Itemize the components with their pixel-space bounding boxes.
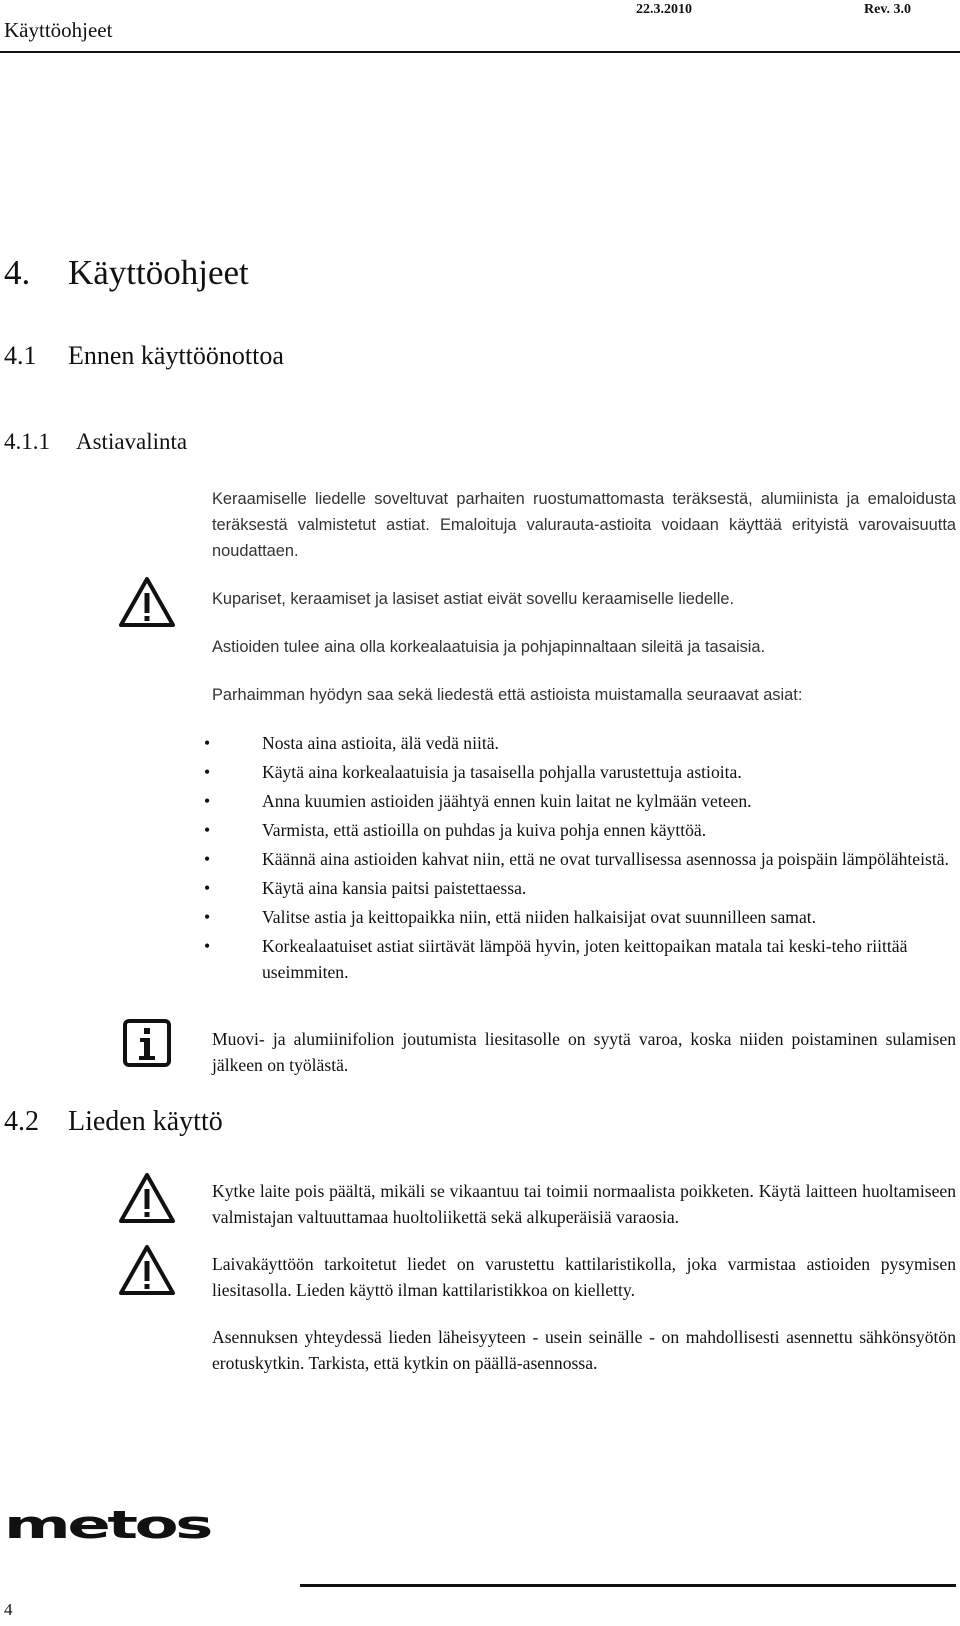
subsubsection-heading <box>4 429 187 455</box>
list-item: • Käytä aina kansia paitsi paistettaessa. <box>204 875 956 901</box>
metos-logo-text: metos <box>4 1510 211 1542</box>
list-item: • Käännä aina astioiden kahvat niin, että ne ovat turvallisessa asennossa ja poispäin lämpölähteistä. <box>204 846 956 872</box>
bullet-marker: • <box>204 791 211 811</box>
installation-paragraph: Asennuksen yhteydessä lieden läheisyyteen - usein seinälle - on mahdollisesti asennettu sähkönsyötön erotuskytkin. Tarkista, että kytkin on päällä-asennossa. <box>212 1327 956 1373</box>
warning-triangle-icon <box>118 1172 176 1224</box>
header-title: Käyttöohjeet <box>4 18 113 42</box>
section-title: Käyttöohjeet <box>68 253 249 292</box>
info-icon <box>122 1018 172 1068</box>
list-item: • Nosta aina astioita, älä vedä niitä. <box>204 730 956 756</box>
benefit-paragraph: Parhaimman hyödyn saa sekä liedestä että astioista muistamalla seuraavat asiat: <box>212 686 803 704</box>
list-item: • Valitse astia ja keittopaikka niin, että niiden halkaisijat ovat suunnilleen samat. <box>204 904 956 930</box>
bullet-marker: • <box>204 907 211 927</box>
list-item: • Korkealaatuiset astiat siirtävät lämpöä hyvin, joten keittopaikan matala tai keski-teho riittää useimmiten. <box>204 933 956 985</box>
subsubsection-title: Astiavalinta <box>76 429 188 454</box>
section-heading <box>4 253 249 293</box>
ship-use-warning-paragraph: Laivakäyttöön tarkoitetut liedet on varustettu kattilaristikolla, joka varmistaa astioiden pysymisen liesitasolla. Lieden käyttö ilman kattilaristikkoa on kielletty. <box>212 1254 956 1300</box>
subsection1-number: 4.1 <box>4 341 37 370</box>
bullet-marker: • <box>204 936 211 956</box>
bullet-marker: • <box>204 878 211 898</box>
subsection2-heading <box>4 1106 223 1138</box>
metos-logo <box>4 1510 214 1542</box>
header-date: 22.3.2010 <box>636 2 692 17</box>
intro-paragraph: Keraamiselle liedelle soveltuvat parhaiten ruostumattomasta teräksestä, alumiinista ja emaloidusta teräksestä valmistetut astiat. Emaloituja valurauta-astioita voidaan käyttää erityistä varovaisuutta noudattaen. <box>212 490 956 560</box>
bullet-marker: • <box>204 820 211 840</box>
footer-rule <box>300 1584 956 1587</box>
tips-list <box>204 730 956 988</box>
bullet-marker: • <box>204 733 211 753</box>
subsection2-number: 4.2 <box>4 1106 39 1137</box>
page-number: 4 <box>4 1600 13 1619</box>
header-revision: Rev. 3.0 <box>864 2 912 17</box>
list-item: • Varmista, että astioilla on puhdas ja kuiva pohja ennen käyttöä. <box>204 817 956 843</box>
subsubsection-number: 4.1.1 <box>4 429 50 454</box>
info-paragraph: Muovi- ja alumiinifolion joutumista liesitasolle on syytä varoa, koska niiden poistaminen sulamisen jälkeen on työlästä. <box>212 1029 956 1075</box>
subsection2-title: Lieden käyttö <box>68 1106 223 1137</box>
list-item: • Anna kuumien astioiden jäähtyä ennen kuin laitat ne kylmään veteen. <box>204 788 956 814</box>
warning-paragraph: Kupariset, keraamiset ja lasiset astiat eivät sovellu keraamiselle liedelle. <box>212 590 735 608</box>
header-rule <box>0 51 960 53</box>
malfunction-warning-paragraph: Kytke laite pois päältä, mikäli se vikaantuu tai toimii normaalista poikketen. Käytä laitteen huoltamiseen valmistajan valtuuttamaa huoltoliikettä sekä alkuperäisiä varaosia. <box>212 1181 956 1227</box>
section-number: 4. <box>4 253 31 292</box>
warning-triangle-icon <box>118 1244 176 1296</box>
subsection1-heading <box>4 341 284 371</box>
list-item: • Käytä aina korkealaatuisia ja tasaisella pohjalla varustettuja astioita. <box>204 759 956 785</box>
bullet-marker: • <box>204 762 211 782</box>
quality-paragraph: Astioiden tulee aina olla korkealaatuisia ja pohjapinnaltaan sileitä ja tasaisia. <box>212 638 766 656</box>
warning-triangle-icon <box>118 576 176 628</box>
subsection1-title: Ennen käyttöönottoa <box>68 341 284 370</box>
bullet-marker: • <box>204 849 211 869</box>
